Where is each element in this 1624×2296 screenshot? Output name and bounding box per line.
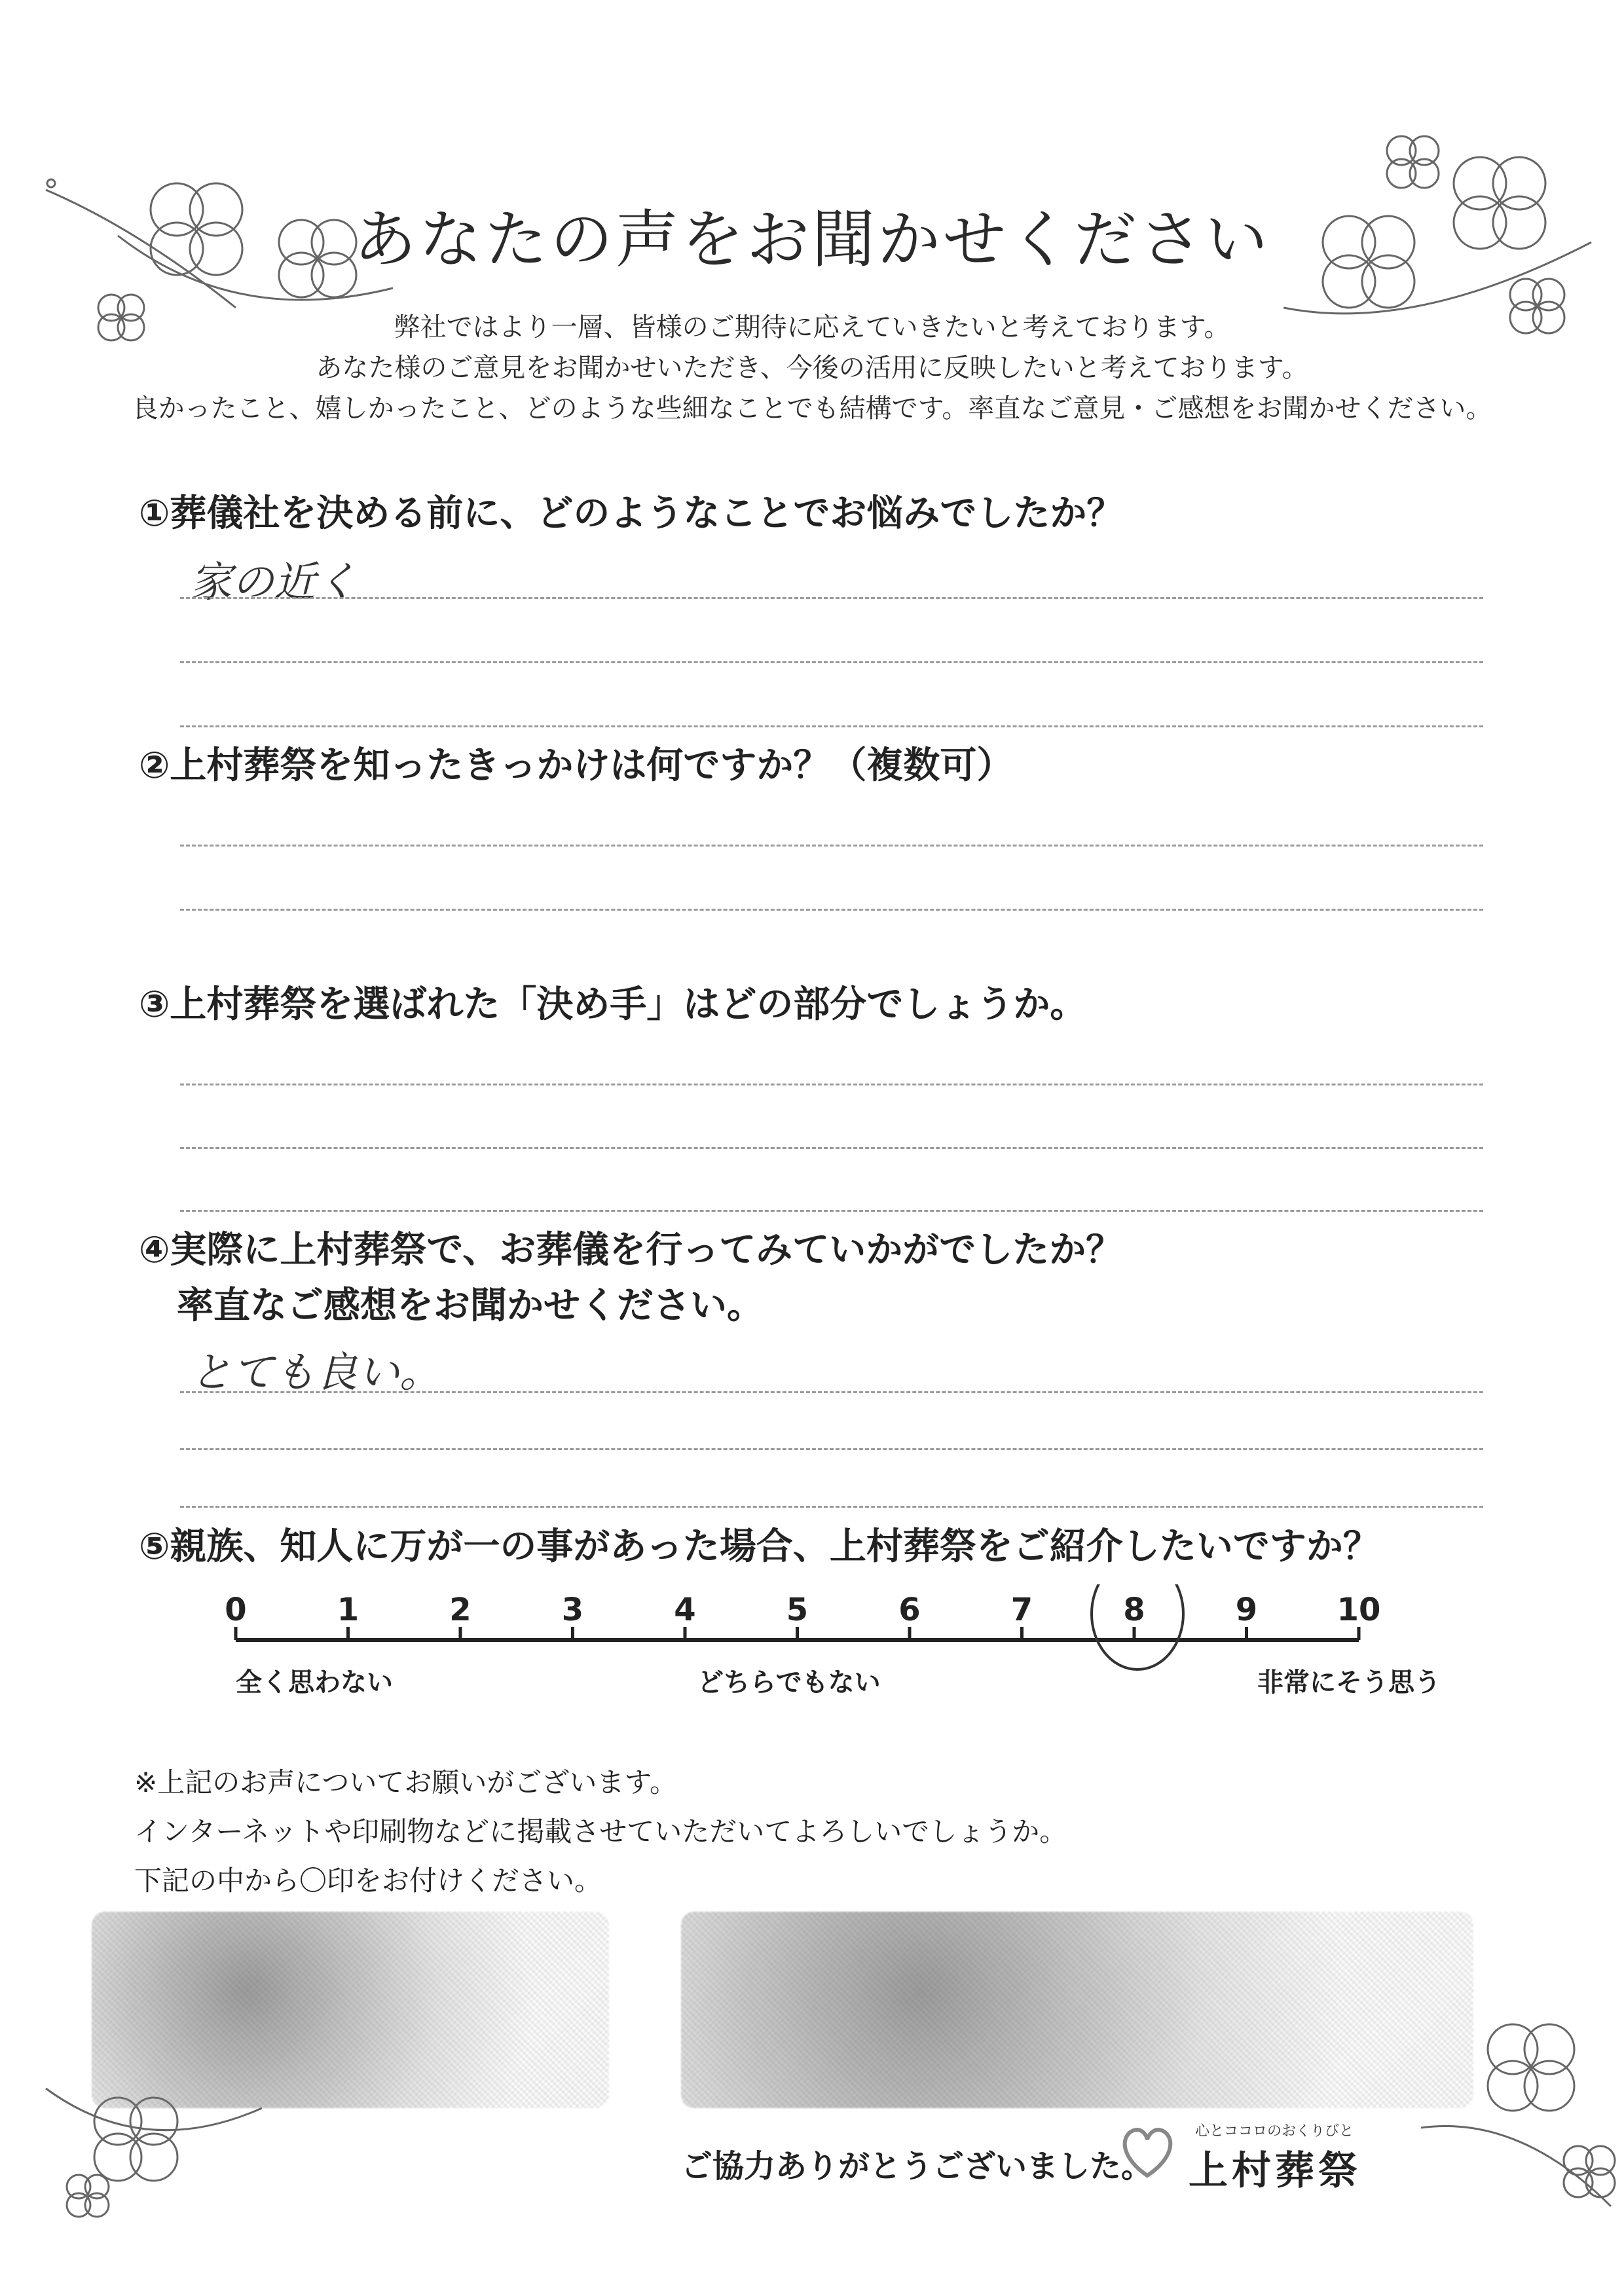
rating-tick-label[interactable]: 1 [337, 1592, 360, 1628]
question-1-label: ①葬儀社を決める前に、どのようなことでお悩みでしたか？ [139, 492, 1124, 535]
heart-logo-icon [1116, 2120, 1179, 2182]
rating-tick-label[interactable]: 8 [1123, 1592, 1145, 1628]
question-4-sublabel: 率直なご感想をお聞かせください。 [177, 1285, 764, 1327]
rating-tick-label[interactable]: 3 [561, 1592, 584, 1628]
survey-title: あなたの声をお聞かせください [354, 203, 1270, 276]
answer-line [180, 1506, 1483, 1508]
question-1-answer[interactable]: 家の近く [190, 558, 358, 607]
question-4-answer[interactable]: とても良い。 [190, 1349, 441, 1397]
question-2-label: ②上村葬祭を知ったきっかけは何ですか？（複数可） [139, 744, 1014, 787]
rating-tick-label[interactable]: 0 [225, 1592, 247, 1628]
rating-low-label: 全く思わない [236, 1667, 393, 1698]
question-4-label: ④実際に上村葬祭で、お葬儀を行ってみていかがでしたか？ [139, 1229, 1123, 1271]
answer-line [180, 1210, 1483, 1212]
answer-line [180, 661, 1483, 663]
permission-line-1: ※上記のお声についてお願いがございます。 [134, 1766, 677, 1798]
answer-line [180, 725, 1483, 727]
rating-mid-label: どちらでもない [697, 1667, 881, 1698]
rating-tick-label[interactable]: 9 [1235, 1592, 1258, 1628]
intro-line-3: 良かったこと、嬉しかったこと、どのような些細なことでも結構です。率直なご意見・ご感想をお聞かせください。 [132, 393, 1492, 424]
permission-line-2: インターネットや印刷物などに掲載させていただいてよろしいでしょうか。 [134, 1815, 1067, 1848]
intro-line-1: 弊社ではより一層、皆様のご期待に応えていきたいと考えております。 [394, 312, 1230, 342]
rating-tick-label[interactable]: 10 [1337, 1592, 1381, 1628]
answer-line [180, 1448, 1483, 1450]
rating-high-label: 非常にそう思う [1257, 1667, 1441, 1698]
thanks-message: ご協力ありがとうございました。 [681, 2148, 1153, 2185]
permission-line-3: 下記の中から〇印をお付けください。 [134, 1865, 602, 1897]
rating-tick-label[interactable]: 2 [449, 1592, 471, 1628]
redacted-permission-option-1 [92, 1912, 609, 2108]
answer-line [180, 909, 1483, 911]
question-5-label: ⑤親族、知人に万が一の事があった場合、上村葬祭をご紹介したいですか？ [139, 1525, 1380, 1568]
question-3-label: ③上村葬祭を選ばれた「決め手」はどの部分でしょうか。 [139, 983, 1087, 1026]
answer-line [180, 1147, 1483, 1149]
rating-tick-label[interactable]: 7 [1010, 1592, 1033, 1628]
logo-name: 上村葬祭 [1189, 2148, 1361, 2194]
rating-tick-label[interactable]: 5 [786, 1592, 809, 1628]
answer-line [180, 597, 1483, 599]
redacted-permission-option-2 [681, 1912, 1473, 2108]
rating-tick-label[interactable]: 4 [674, 1592, 696, 1628]
answer-line [180, 1084, 1483, 1085]
answer-line [180, 1391, 1483, 1393]
logo-tagline: 心とココロのおくりびと [1195, 2123, 1354, 2140]
answer-line [180, 845, 1483, 847]
rating-tick-label[interactable]: 6 [898, 1592, 921, 1628]
intro-line-2: あなた様のご意見をお聞かせいただき、今後の活用に反映したいと考えております。 [316, 353, 1308, 383]
